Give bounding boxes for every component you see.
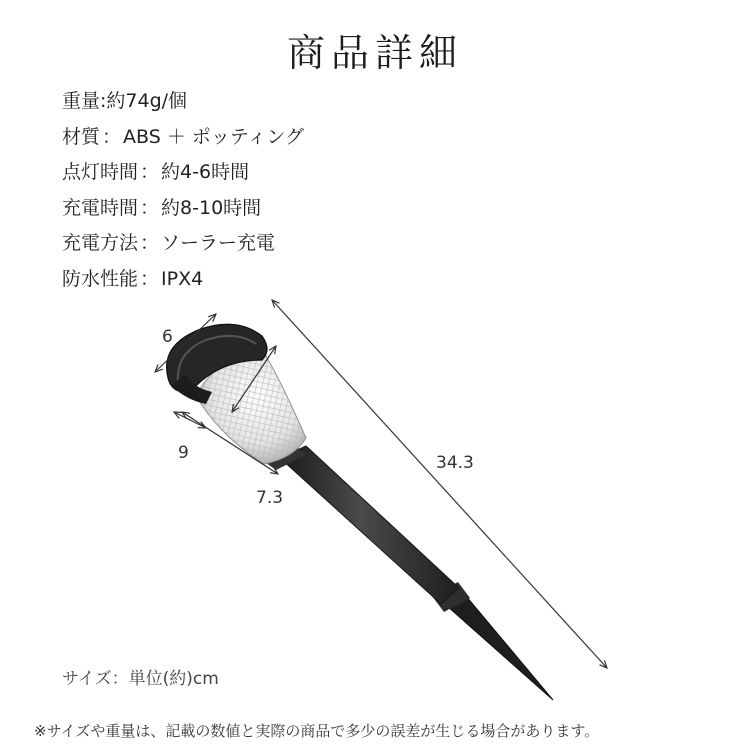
dim-label-bottom-diameter: 9 [178, 443, 189, 463]
spec-separator: : [100, 90, 107, 112]
dim-label-total-height: 34.3 [436, 453, 474, 473]
spec-label: 防水性能 [62, 267, 139, 290]
spec-value: 約8-10時間 [161, 196, 262, 219]
dim-label-shade-height: 7.3 [256, 488, 284, 508]
spec-label: 充電方法 [62, 232, 139, 254]
spec-label: 点灯時間 [62, 161, 139, 183]
spec-separator: ： [140, 196, 160, 219]
page-title: 商品詳細 [286, 31, 463, 75]
spec-separator: ： [140, 161, 160, 183]
dim-label-top-diameter: 6 [162, 327, 173, 347]
arrow-bottom-diameter [174, 412, 206, 428]
spec-separator: ： [102, 125, 122, 148]
spec-value: ソーラー充電 [161, 232, 276, 254]
spec-label: 材質 [62, 125, 101, 148]
spec-separator: ： [140, 232, 160, 254]
spec-value: 約74g/個 [106, 90, 188, 112]
unit-note: サイズ：単位(約)cm [62, 669, 219, 689]
spec-value: IPX4 [161, 267, 204, 290]
stake-body [280, 446, 459, 604]
spec-value: ABS ＋ ポッティング [123, 125, 304, 148]
spec-label: 充電時間 [62, 196, 139, 219]
stake-tip [447, 596, 553, 700]
spec-value: 約4-6時間 [161, 161, 250, 183]
solar-light-product [167, 324, 553, 700]
spec-label: 重量 [62, 90, 101, 112]
disclaimer-note: ※サイズや重量は、記載の数値と実際の商品で多少の誤差が生じる場合があります。 [34, 722, 600, 740]
spec-separator: ： [140, 267, 160, 290]
